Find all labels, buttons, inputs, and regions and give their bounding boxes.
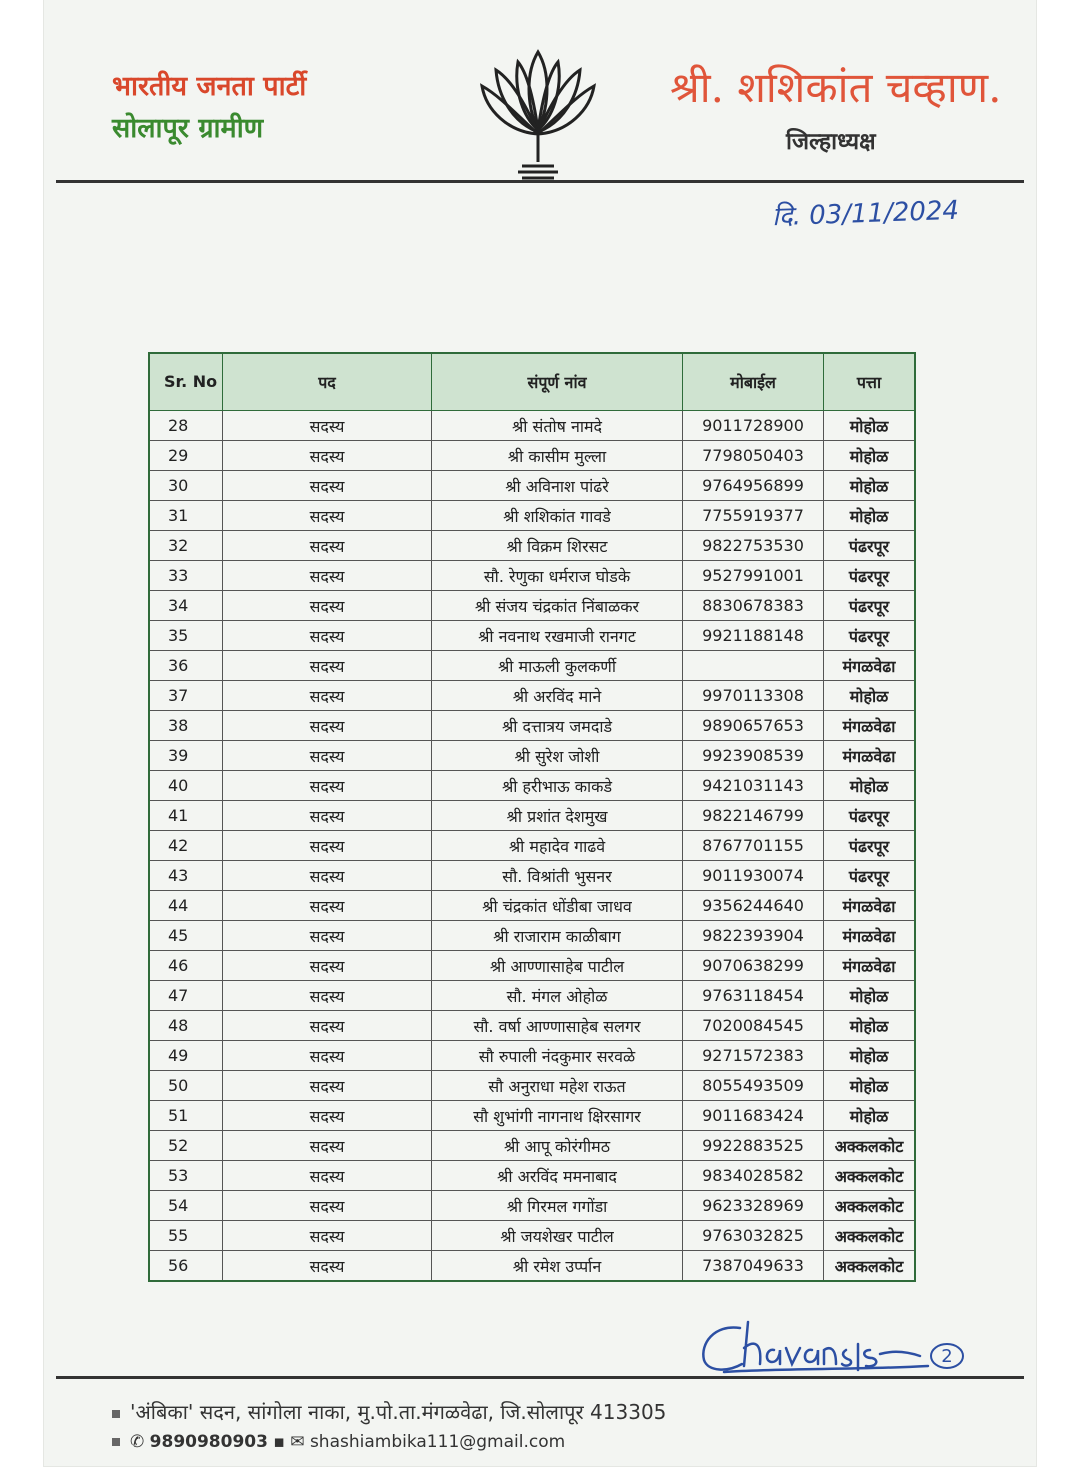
cell-address: अक्कलकोट (824, 1191, 916, 1221)
cell-address: पंढरपूर (824, 801, 916, 831)
cell-sr-no: 55 (149, 1221, 223, 1251)
signature (694, 1314, 974, 1384)
cell-post: सदस्य (223, 1071, 432, 1101)
cell-sr-no: 43 (149, 861, 223, 891)
cell-address: मोहोळ (824, 981, 916, 1011)
org-unit: सोलापूर ग्रामीण (112, 113, 264, 144)
cell-sr-no: 40 (149, 771, 223, 801)
cell-post: सदस्य (223, 531, 432, 561)
cell-post: सदस्य (223, 1221, 432, 1251)
cell-address: अक्कलकोट (824, 1131, 916, 1161)
cell-sr-no: 29 (149, 441, 223, 471)
cell-mobile: 9822753530 (683, 531, 824, 561)
cell-mobile: 9763118454 (683, 981, 824, 1011)
cell-post: सदस्य (223, 1101, 432, 1131)
cell-sr-no: 48 (149, 1011, 223, 1041)
cell-name: सौ शुभांगी नागनाथ क्षिरसागर (432, 1101, 683, 1131)
footer-address-line (112, 1398, 666, 1425)
cell-sr-no: 28 (149, 411, 223, 441)
cell-name: श्री अरविंद ममनाबाद (432, 1161, 683, 1191)
cell-mobile: 9922883525 (683, 1131, 824, 1161)
cell-address: अक्कलकोट (824, 1161, 916, 1191)
cell-address: मोहोळ (824, 771, 916, 801)
cell-sr-no: 33 (149, 561, 223, 591)
table-row (149, 801, 915, 831)
cell-name: श्री रमेश उर्प्पान (432, 1251, 683, 1282)
cell-post: सदस्य (223, 981, 432, 1011)
cell-address: पंढरपूर (824, 561, 916, 591)
cell-post: सदस्य (223, 681, 432, 711)
cell-post: सदस्य (223, 1251, 432, 1282)
phone-icon: ✆ (130, 1432, 145, 1452)
cell-address: अक्कलकोट (824, 1221, 916, 1251)
cell-name: श्री दत्तात्रय जमदाडे (432, 711, 683, 741)
cell-mobile: 7755919377 (683, 501, 824, 531)
cell-mobile: 8767701155 (683, 831, 824, 861)
cell-mobile: 9764956899 (683, 471, 824, 501)
cell-name: श्री आपू कोरंगीमठ (432, 1131, 683, 1161)
table-row (149, 471, 915, 501)
cell-post: सदस्य (223, 771, 432, 801)
lotus-logo-icon (478, 44, 598, 182)
cell-address: पंढरपूर (824, 831, 916, 861)
cell-name: सौ. मंगल ओहोळ (432, 981, 683, 1011)
cell-mobile: 9822146799 (683, 801, 824, 831)
column-header-address: पत्ता (824, 353, 916, 411)
header-divider (56, 180, 1024, 183)
table-header-row (149, 353, 915, 411)
cell-post: सदस्य (223, 1191, 432, 1221)
cell-post: सदस्य (223, 891, 432, 921)
cell-sr-no: 30 (149, 471, 223, 501)
letter-date: दि. 03/11/2024 (771, 195, 960, 233)
table-row (149, 411, 915, 441)
cell-mobile: 9070638299 (683, 951, 824, 981)
cell-address: पंढरपूर (824, 861, 916, 891)
page-mark: 2 (941, 1346, 953, 1367)
table-row (149, 921, 915, 951)
cell-mobile: 9271572383 (683, 1041, 824, 1071)
column-header-name: संपूर्ण नांव (432, 353, 683, 411)
cell-post: सदस्य (223, 861, 432, 891)
cell-mobile: 9921188148 (683, 621, 824, 651)
footer-phone: 9890980903 (149, 1432, 268, 1452)
person-post: जिल्हाध्यक्ष (786, 128, 876, 155)
cell-sr-no: 34 (149, 591, 223, 621)
cell-name: श्री जयशेखर पाटील (432, 1221, 683, 1251)
column-header-sr-no: Sr. No (149, 353, 223, 411)
cell-sr-no: 56 (149, 1251, 223, 1282)
cell-post: सदस्य (223, 591, 432, 621)
footer-address: 'अंबिका' सदन, सांगोला नाका, मु.पो.ता.मंगळवेढा, जि.सोलापूर 413305 (130, 1400, 667, 1424)
cell-name: श्री गिरमल गगोंडा (432, 1191, 683, 1221)
cell-post: सदस्य (223, 951, 432, 981)
bullet-icon (112, 1438, 120, 1446)
cell-mobile: 9834028582 (683, 1161, 824, 1191)
table-row (149, 1071, 915, 1101)
table-row (149, 1221, 915, 1251)
cell-post: सदस्य (223, 1131, 432, 1161)
cell-name: श्री नवनाथ रखमाजी रानगट (432, 621, 683, 651)
cell-sr-no: 42 (149, 831, 223, 861)
cell-address: मंगळवेढा (824, 951, 916, 981)
cell-sr-no: 32 (149, 531, 223, 561)
cell-address: मंगळवेढा (824, 651, 916, 681)
cell-name: श्री अविनाश पांढरे (432, 471, 683, 501)
cell-name: श्री आण्णासाहेब पाटील (432, 951, 683, 981)
table-row (149, 531, 915, 561)
table-row (149, 981, 915, 1011)
table-row (149, 1131, 915, 1161)
cell-name: श्री महादेव गाढवे (432, 831, 683, 861)
cell-sr-no: 45 (149, 921, 223, 951)
cell-mobile (683, 651, 824, 681)
cell-sr-no: 53 (149, 1161, 223, 1191)
table-row (149, 951, 915, 981)
cell-name: श्री हरीभाऊ काकडे (432, 771, 683, 801)
cell-name: श्री विक्रम शिरसट (432, 531, 683, 561)
cell-sr-no: 35 (149, 621, 223, 651)
cell-name: सौ. रेणुका धर्मराज घोडके (432, 561, 683, 591)
cell-post: सदस्य (223, 741, 432, 771)
table-row (149, 681, 915, 711)
cell-address: मंगळवेढा (824, 711, 916, 741)
cell-sr-no: 49 (149, 1041, 223, 1071)
cell-sr-no: 39 (149, 741, 223, 771)
footer-divider (56, 1376, 1024, 1379)
cell-sr-no: 47 (149, 981, 223, 1011)
cell-post: सदस्य (223, 501, 432, 531)
table-row (149, 861, 915, 891)
cell-name: श्री चंद्रकांत धोंडीबा जाधव (432, 891, 683, 921)
table-row (149, 621, 915, 651)
mail-icon: ✉ (290, 1432, 305, 1452)
cell-name: सौ अनुराधा महेश राऊत (432, 1071, 683, 1101)
cell-name: श्री प्रशांत देशमुख (432, 801, 683, 831)
cell-post: सदस्य (223, 921, 432, 951)
cell-mobile: 9623328969 (683, 1191, 824, 1221)
cell-address: मंगळवेढा (824, 891, 916, 921)
cell-sr-no: 44 (149, 891, 223, 921)
cell-post: सदस्य (223, 621, 432, 651)
cell-name: सौ. विश्रांती भुसनर (432, 861, 683, 891)
cell-sr-no: 46 (149, 951, 223, 981)
cell-name: श्री कासीम मुल्ला (432, 441, 683, 471)
cell-address: मोहोळ (824, 471, 916, 501)
column-header-post: पद (223, 353, 432, 411)
bullet-icon (112, 1410, 120, 1418)
cell-post: सदस्य (223, 711, 432, 741)
cell-sr-no: 37 (149, 681, 223, 711)
cell-mobile: 7020084545 (683, 1011, 824, 1041)
cell-address: पंढरपूर (824, 591, 916, 621)
cell-sr-no: 51 (149, 1101, 223, 1131)
cell-post: सदस्य (223, 441, 432, 471)
table-row (149, 1251, 915, 1282)
table-row (149, 711, 915, 741)
cell-post: सदस्य (223, 471, 432, 501)
cell-mobile: 7387049633 (683, 1251, 824, 1282)
table-row (149, 1101, 915, 1131)
column-header-mobile: मोबाईल (683, 353, 824, 411)
cell-post: सदस्य (223, 831, 432, 861)
cell-post: सदस्य (223, 1011, 432, 1041)
cell-post: सदस्य (223, 651, 432, 681)
cell-mobile: 9970113308 (683, 681, 824, 711)
table-row (149, 1161, 915, 1191)
cell-name: श्री राजाराम काळीबाग (432, 921, 683, 951)
footer-email: shashiambika111@gmail.com (309, 1432, 566, 1452)
letterhead-page (44, 0, 1036, 1466)
cell-post: सदस्य (223, 1041, 432, 1071)
cell-mobile: 9923908539 (683, 741, 824, 771)
table-row (149, 1011, 915, 1041)
cell-post: सदस्य (223, 561, 432, 591)
table-row (149, 831, 915, 861)
cell-mobile: 9763032825 (683, 1221, 824, 1251)
cell-address: पंढरपूर (824, 621, 916, 651)
cell-mobile: 9011683424 (683, 1101, 824, 1131)
cell-sr-no: 38 (149, 711, 223, 741)
cell-address: मोहोळ (824, 1041, 916, 1071)
cell-mobile: 9011930074 (683, 861, 824, 891)
cell-address: मंगळवेढा (824, 921, 916, 951)
cell-post: सदस्य (223, 411, 432, 441)
cell-address: मोहोळ (824, 501, 916, 531)
cell-sr-no: 36 (149, 651, 223, 681)
cell-name: श्री सुरेश जोशी (432, 741, 683, 771)
table-row (149, 651, 915, 681)
cell-name: श्री माऊली कुलकर्णी (432, 651, 683, 681)
footer-contact-line (112, 1432, 565, 1452)
table-row (149, 891, 915, 921)
cell-name: श्री शशिकांत गावडे (432, 501, 683, 531)
cell-name: श्री संजय चंद्रकांत निंबाळकर (432, 591, 683, 621)
table-row (149, 741, 915, 771)
cell-mobile: 8055493509 (683, 1071, 824, 1101)
cell-name: श्री संतोष नामदे (432, 411, 683, 441)
cell-mobile: 7798050403 (683, 441, 824, 471)
person-name: श्री. शशिकांत चव्हाण. (670, 63, 1002, 112)
cell-mobile: 9011728900 (683, 411, 824, 441)
table-row (149, 1041, 915, 1071)
org-name: भारतीय जनता पार्टी (112, 71, 307, 102)
cell-address: मोहोळ (824, 441, 916, 471)
separator-dot: ▪ (273, 1432, 285, 1452)
cell-mobile: 9527991001 (683, 561, 824, 591)
cell-address: मोहोळ (824, 411, 916, 441)
cell-mobile: 9421031143 (683, 771, 824, 801)
table-row (149, 1191, 915, 1221)
cell-name: श्री अरविंद माने (432, 681, 683, 711)
cell-address: अक्कलकोट (824, 1251, 916, 1282)
cell-address: मंगळवेढा (824, 741, 916, 771)
cell-mobile: 9356244640 (683, 891, 824, 921)
table-row (149, 591, 915, 621)
cell-address: मोहोळ (824, 1101, 916, 1131)
table-row (149, 501, 915, 531)
table-row (149, 441, 915, 471)
cell-sr-no: 54 (149, 1191, 223, 1221)
cell-mobile: 9890657653 (683, 711, 824, 741)
cell-sr-no: 52 (149, 1131, 223, 1161)
cell-sr-no: 50 (149, 1071, 223, 1101)
table-body (149, 411, 915, 1282)
cell-address: मोहोळ (824, 1011, 916, 1041)
cell-address: मोहोळ (824, 1071, 916, 1101)
cell-mobile: 9822393904 (683, 921, 824, 951)
cell-address: पंढरपूर (824, 531, 916, 561)
cell-mobile: 8830678383 (683, 591, 824, 621)
table-row (149, 771, 915, 801)
cell-sr-no: 41 (149, 801, 223, 831)
cell-name: सौ रुपाली नंदकुमार सरवळे (432, 1041, 683, 1071)
cell-post: सदस्य (223, 1161, 432, 1191)
cell-name: सौ. वर्षा आण्णासाहेब सलगर (432, 1011, 683, 1041)
cell-sr-no: 31 (149, 501, 223, 531)
cell-address: मोहोळ (824, 681, 916, 711)
members-table (148, 352, 916, 1282)
table-row (149, 561, 915, 591)
cell-post: सदस्य (223, 801, 432, 831)
